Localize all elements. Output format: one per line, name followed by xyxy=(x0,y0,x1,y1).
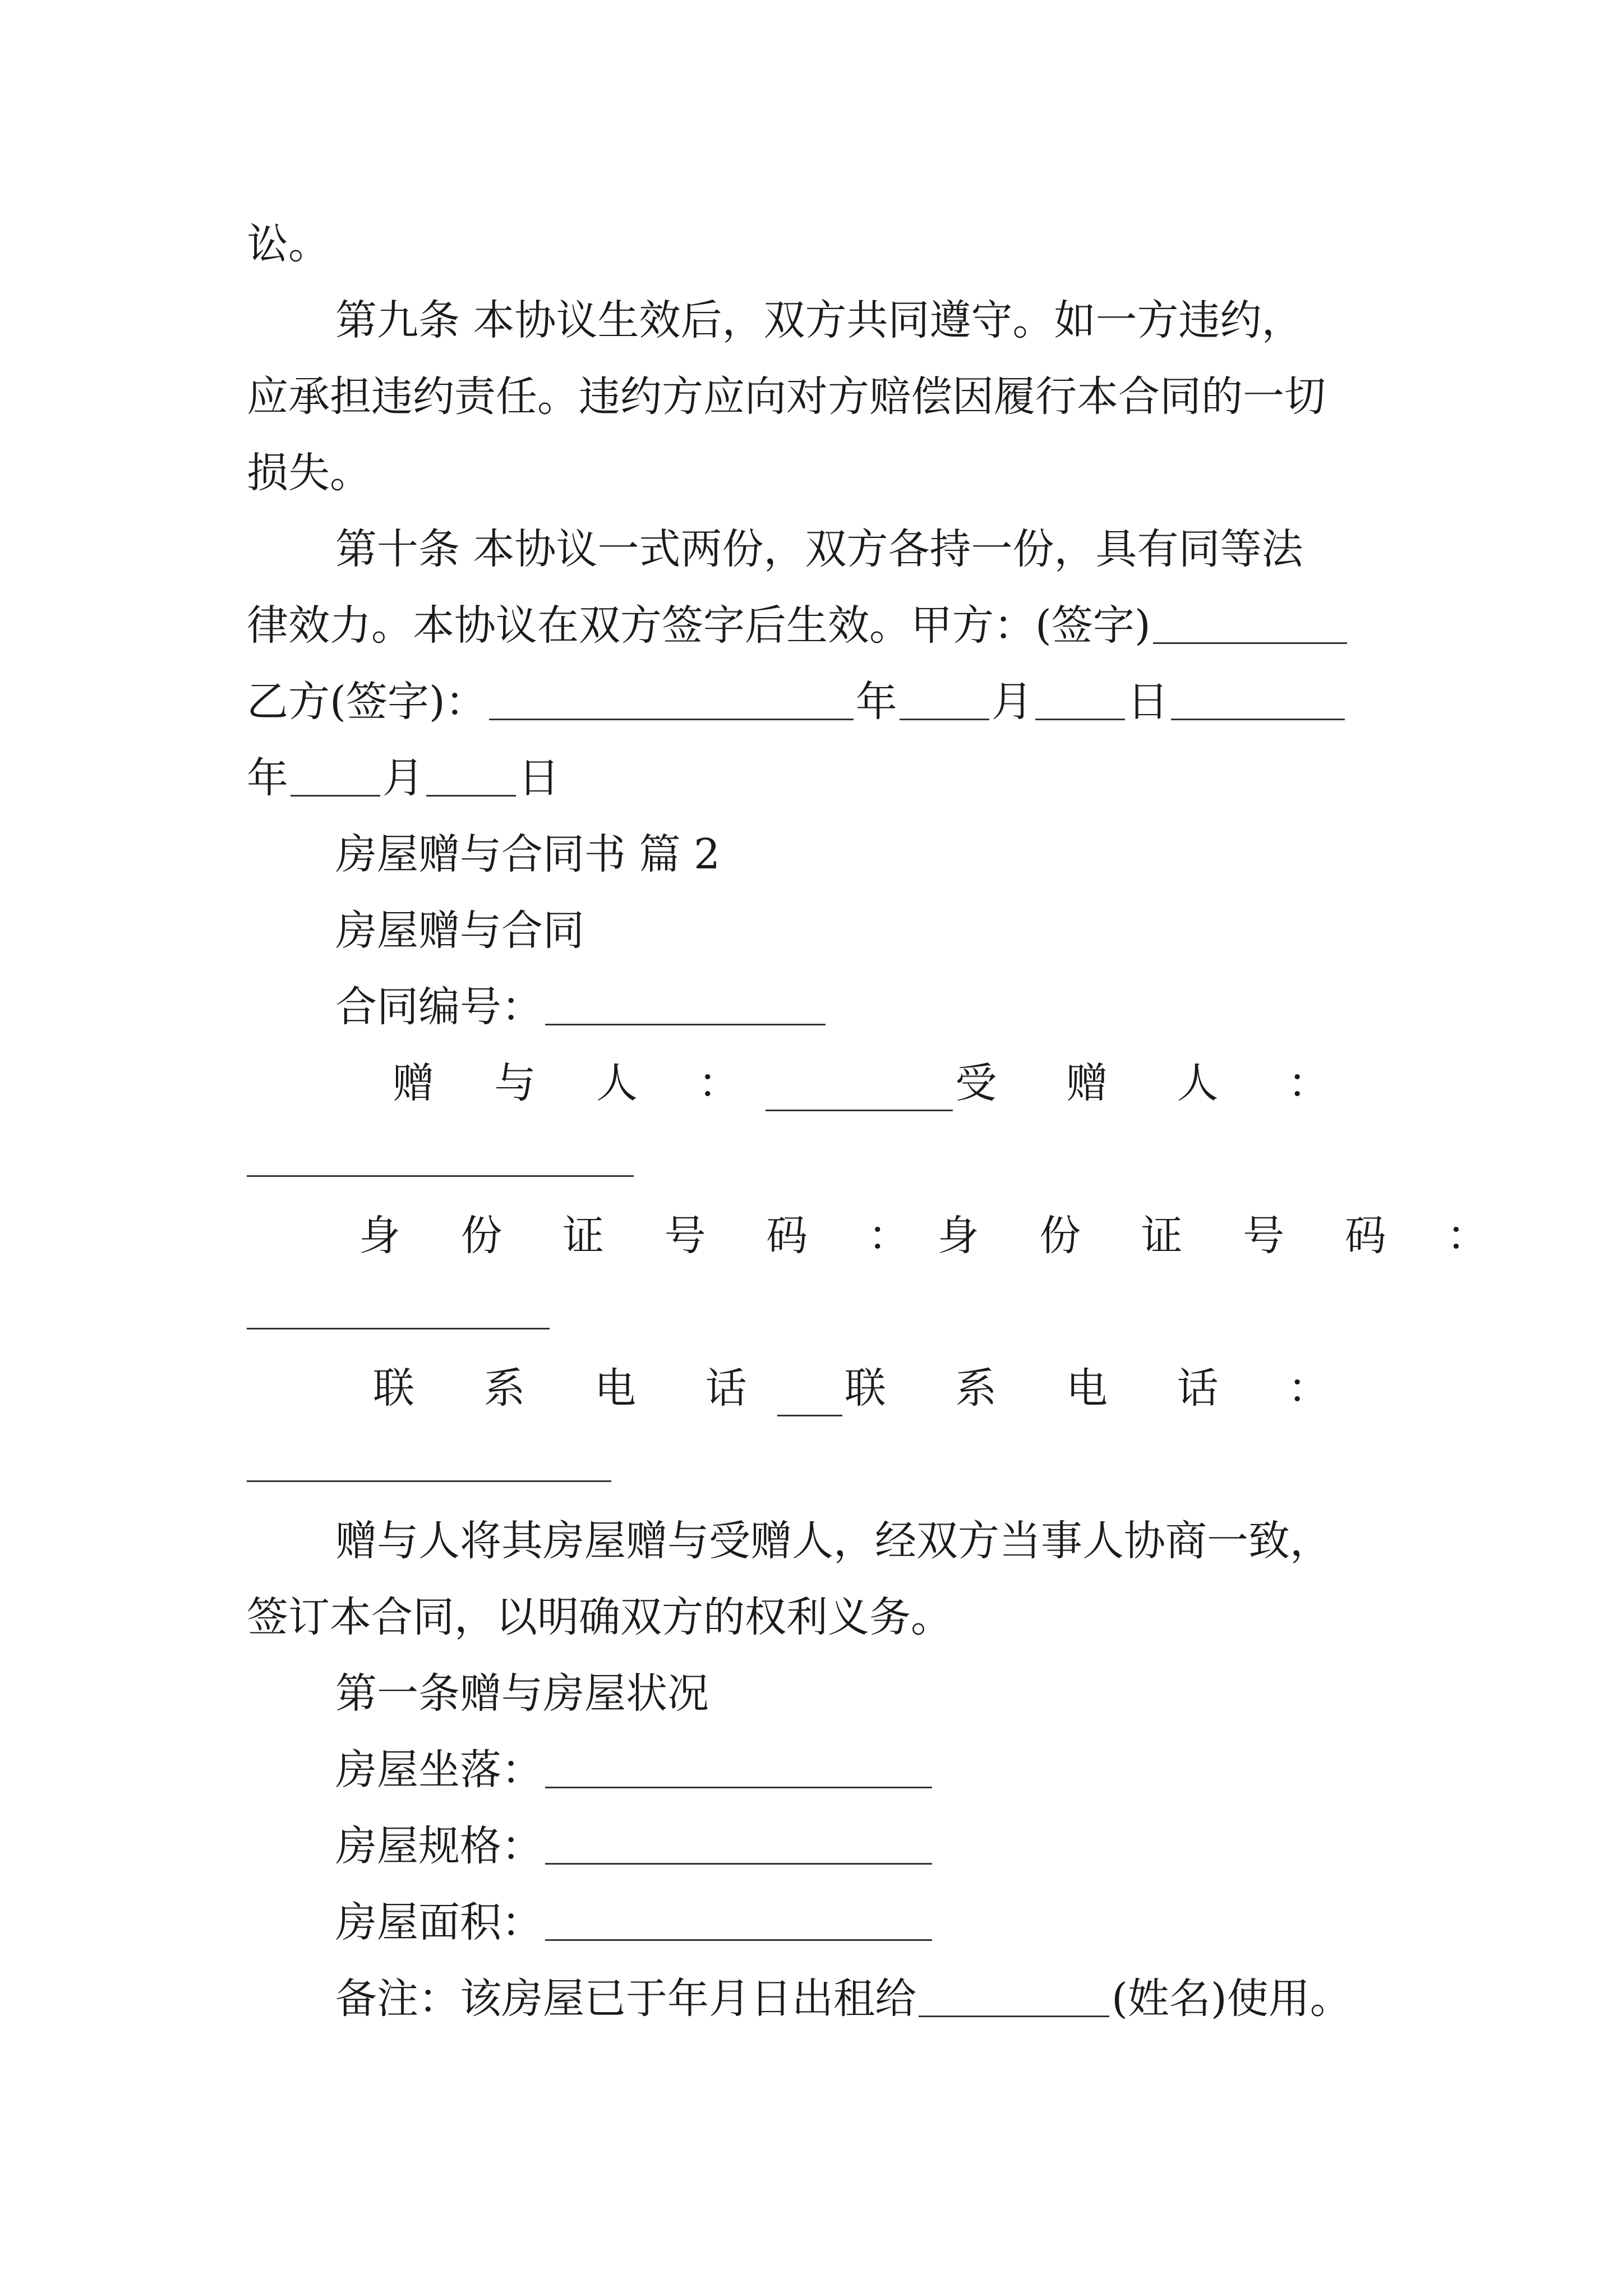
donor-phone-blank xyxy=(777,1373,842,1416)
text-line-1: 讼。 xyxy=(247,220,330,268)
phone-line xyxy=(373,1360,1357,1416)
house-location-label: 房屋坐落： xyxy=(335,1746,543,1794)
party-b-signature-line xyxy=(247,674,1347,730)
year-blank-2 xyxy=(291,753,380,797)
year-label-2: 年 xyxy=(247,754,288,802)
month-blank xyxy=(1035,677,1125,720)
remark-text: 备注：该房屋已于年月日出租给 xyxy=(335,1975,916,2023)
article-10-line-1: 第十条 本协议一式两份，双方各持一份，具有同等法 xyxy=(335,525,1303,573)
house-spec-line xyxy=(335,1818,934,1874)
recipient-phone-label: 联 系 电 话 ： xyxy=(844,1364,1357,1412)
party-b-label: 乙方(签字)： xyxy=(247,678,487,726)
donor-label: 赠 与 人 ： xyxy=(393,1059,763,1107)
house-area-blank xyxy=(545,1898,932,1941)
article-9-line-1: 第九条 本协议生效后，双方共同遵守。如一方违约， xyxy=(335,296,1303,344)
donor-phone-label: 联 系 电 话 xyxy=(373,1364,775,1412)
preamble-line-2: 签订本合同，以明确双方的权利义务。 xyxy=(247,1593,952,1641)
article-10-line-2-text: 律效力。本协议在双方签字后生效。甲方：(签字) xyxy=(247,601,1151,650)
article-9-line-2: 应承担违约责任。违约方应向对方赔偿因履行本合同的一切 xyxy=(247,372,1326,421)
contract-title: 房屋赠与合同 xyxy=(335,907,584,955)
party-a-signature-blank xyxy=(1153,601,1347,644)
house-spec-blank xyxy=(545,1821,932,1865)
recipient-blank xyxy=(247,1170,634,1177)
contract-number-label: 合同编号： xyxy=(335,983,543,1031)
date-line xyxy=(247,750,560,806)
year-label: 年 xyxy=(855,678,897,726)
house-location-blank xyxy=(545,1745,932,1788)
donor-blank xyxy=(766,1068,953,1111)
donor-recipient-line xyxy=(393,1055,1357,1111)
month-blank-2 xyxy=(426,753,516,797)
house-area-line xyxy=(335,1894,934,1950)
preamble-line-1: 赠与人将其房屋赠与受赠人，经双方当事人协商一致， xyxy=(335,1517,1331,1565)
party-b-signature-blank xyxy=(489,677,854,720)
recipient-id-label: 身 份 证 号 码 ： xyxy=(937,1212,1512,1260)
id-number-line xyxy=(359,1208,1512,1264)
month-label-2: 月 xyxy=(382,754,424,802)
contract-number-line xyxy=(335,979,828,1035)
section-heading: 房屋赠与合同书 篇 2 xyxy=(335,830,721,878)
day-label: 日 xyxy=(1127,678,1169,726)
article-10-line-2 xyxy=(247,597,1349,654)
house-area-label: 房屋面积： xyxy=(335,1898,543,1947)
house-location-line xyxy=(335,1742,934,1798)
day-label-2: 日 xyxy=(518,754,560,802)
tenant-name-blank xyxy=(919,1974,1109,2017)
house-spec-label: 房屋规格： xyxy=(335,1822,543,1870)
recipient-phone-blank xyxy=(247,1475,611,1482)
remark-line xyxy=(335,1971,1352,2027)
remark-text-end: (姓名)使用。 xyxy=(1112,1975,1352,2023)
article-9-line-3: 损失。 xyxy=(247,449,371,497)
month-label: 月 xyxy=(991,678,1033,726)
recipient-label: 受 赠 人 ： xyxy=(955,1059,1357,1107)
contract-number-blank xyxy=(545,982,826,1025)
trailing-blank xyxy=(1171,677,1345,720)
donor-id-label: 身 份 证 号 码 ： xyxy=(359,1212,933,1260)
year-blank xyxy=(900,677,989,720)
recipient-id-blank xyxy=(247,1322,550,1329)
article-1-heading: 第一条赠与房屋状况 xyxy=(335,1669,709,1718)
